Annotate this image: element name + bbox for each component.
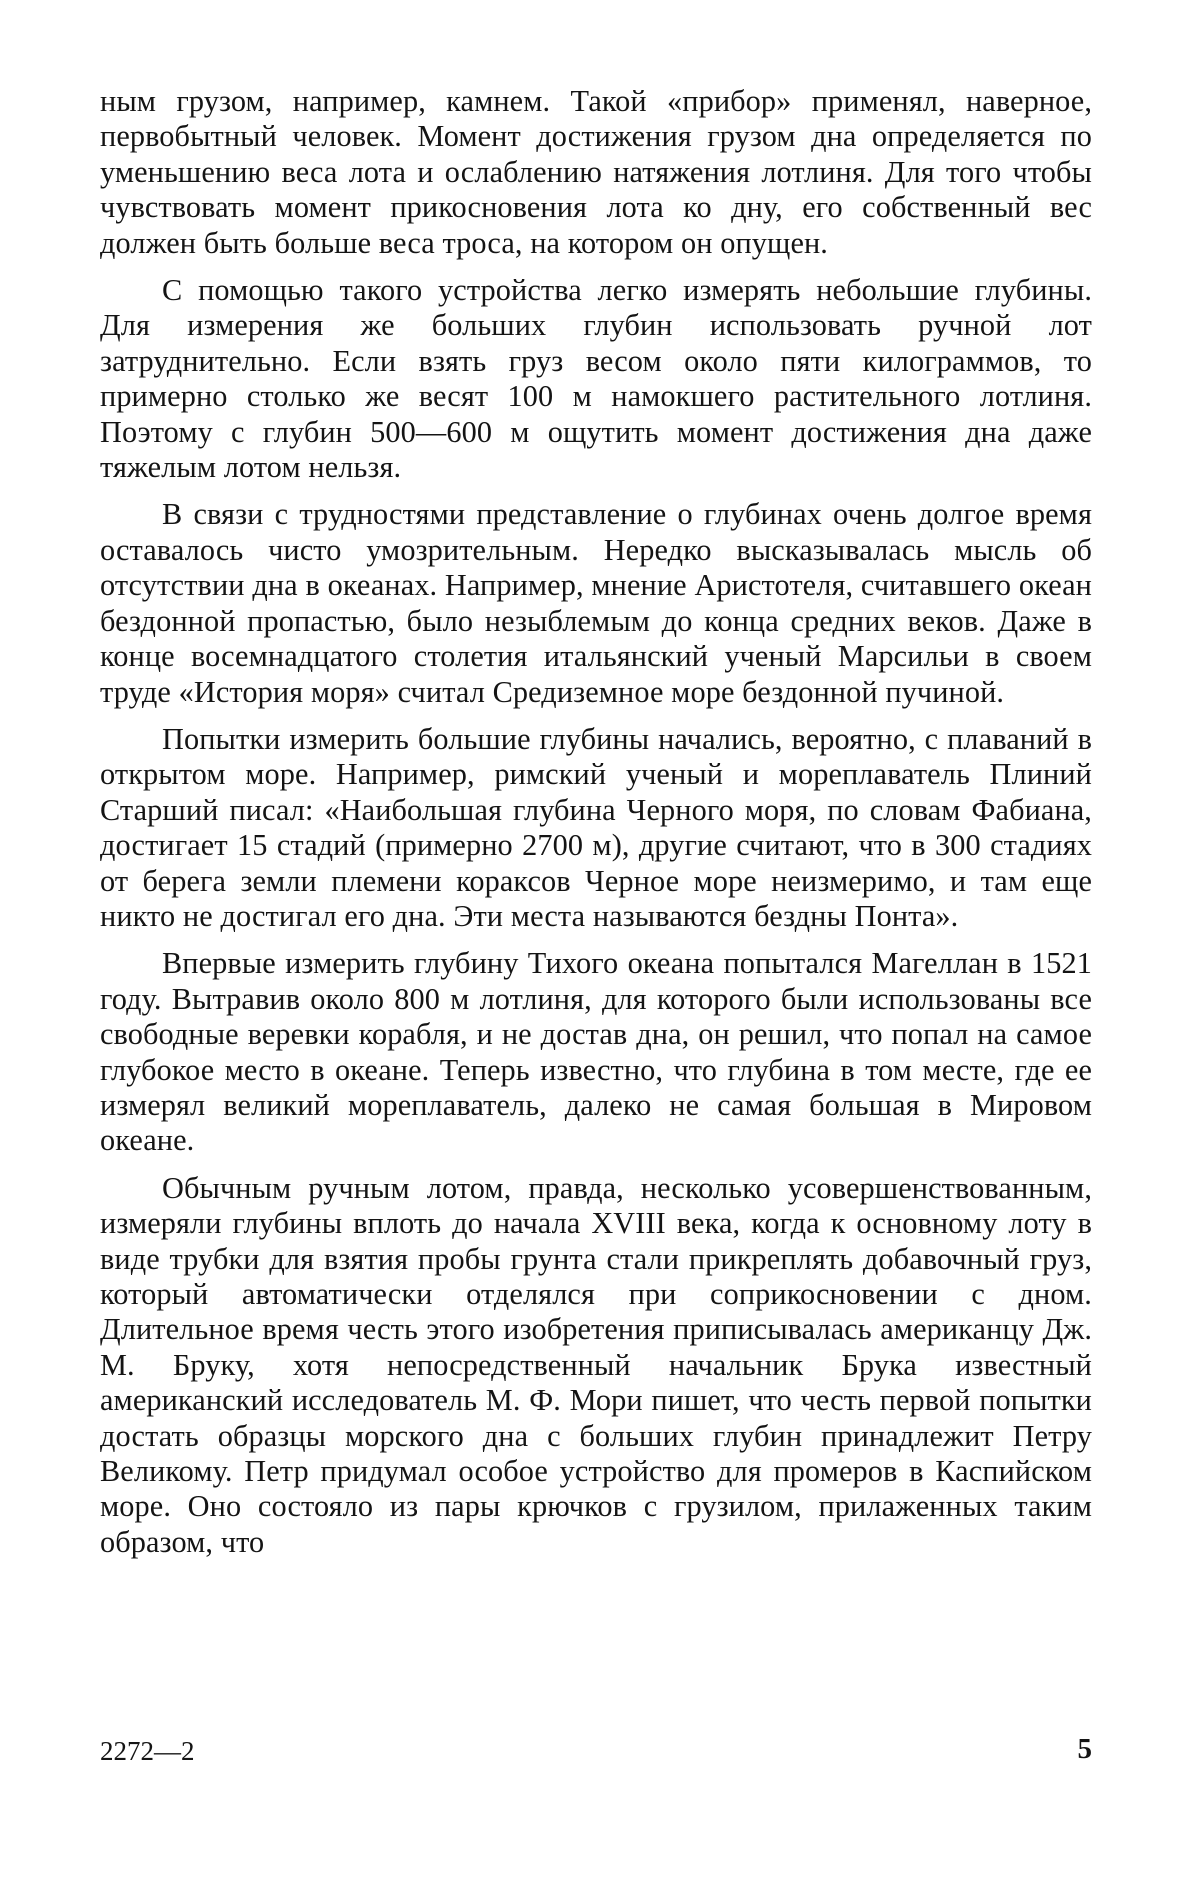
paragraph-1: ным грузом, например, камнем. Такой «прибор» применял, наверное, первобытный человек. Момент достижения грузом дна определяется по уменьшению веса лота и ослаблению натяжения лотлиня. Для того чтобы чувствовать момент прикосновения лота ко дну, его собственный вес должен быть больше веса троса, на котором он опущен. <box>100 84 1092 260</box>
paragraph-6: Обычным ручным лотом, правда, несколько усовершенствованным, измеряли глубины вплоть до начала XVIII века, когда к основному лоту в виде трубки для взятия пробы грунта стали прикреплять добавочный груз, который автоматически отделялся при соприкосновении с дном. Длительное время честь этого изобретения приписывалась американцу Дж. М. Бруку, хотя непосредственный начальник Брука известный американский исследователь М. Ф. Мори пишет, что честь первой попытки достать образцы морского дна с больших глубин принадлежит Петру Великому. Петр придумал особое устройство для промеров в Каспийском море. Оно состояло из пары крючков с грузилом, прилаженных таким образом, что <box>100 1170 1092 1559</box>
paragraph-4: Попытки измерить большие глубины начались, вероятно, с плаваний в открытом море. Например, римский ученый и мореплаватель Плиний Старший писал: «Наибольшая глубина Черного моря, по словам Фабиана, достигает 15 стадий (примерно 2700 м), другие считают, что в 300 стадиях от берега земли племени кораксов Черное море неизмеримо, и там еще никто не достигал его дна. Эти места называются бездны Понта». <box>100 721 1092 933</box>
text-column <box>100 84 1092 1572</box>
printer-signature: 2272—2 <box>100 1736 195 1766</box>
paragraph-2: С помощью такого устройства легко измерять небольшие глубины. Для измерения же больших глубин использовать ручной лот затруднительно. Если взять груз весом около пяти килограммов, то примерно столько же весят 100 м намокшего растительного лотлиня. Поэтому с глубин 500—600 м ощутить момент достижения дна даже тяжелым лотом нельзя. <box>100 273 1092 485</box>
paragraph-3: В связи с трудностями представление о глубинах очень долгое время оставалось чисто умозрительным. Нередко высказывалась мысль об отсутствии дна в океанах. Например, мнение Аристотеля, считавшего океан бездонной пропастью, было незыблемым до конца средних веков. Даже в конце восемнадцатого столетия итальянский ученый Марсильи в своем труде «История моря» считал Средиземное море бездонной пучиной. <box>100 497 1092 709</box>
page-number: 5 <box>1077 1733 1092 1765</box>
paragraph-5: Впервые измерить глубину Тихого океана попытался Магеллан в 1521 году. Вытравив около 800 м лотлиня, для которого были использованы все свободные веревки корабля, и не достав дна, он решил, что попал на самое глубокое место в океане. Теперь известно, что глубина в том месте, где ее измерял великий мореплаватель, далеко не самая большая в Мировом океане. <box>100 946 1092 1158</box>
